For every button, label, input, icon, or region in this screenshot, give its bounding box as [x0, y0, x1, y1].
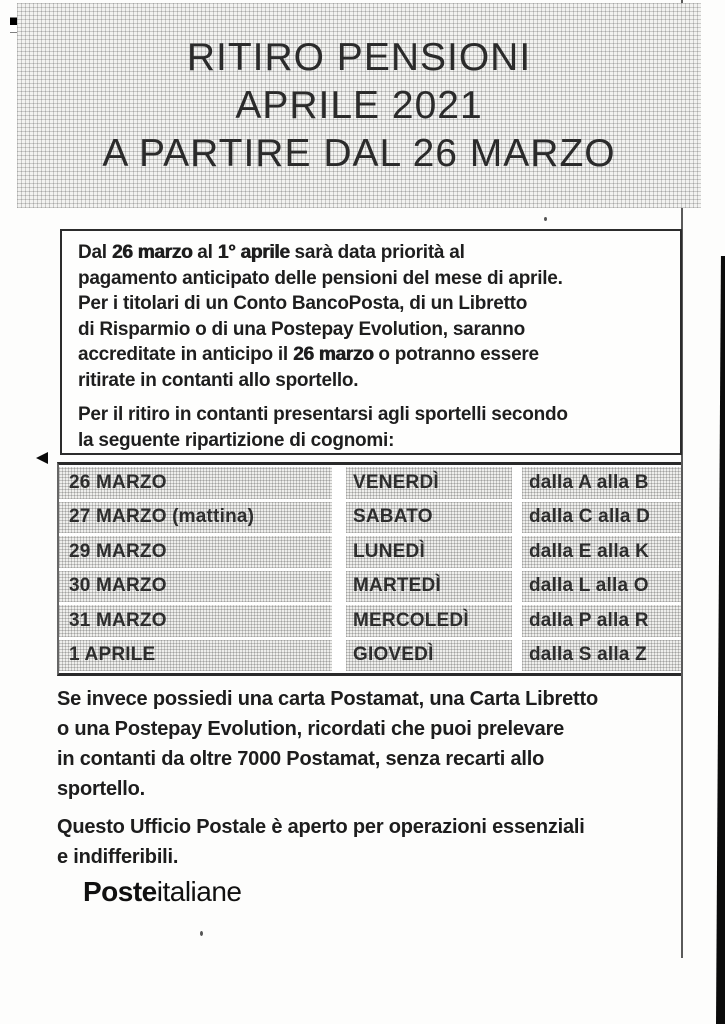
table-row [59, 502, 681, 534]
table-row [59, 605, 681, 637]
intro-box [60, 229, 682, 455]
intro-paragraph-2 [78, 402, 672, 453]
paragraph-line: Questo Ufficio Postale è aperto per operazioni essenziali [57, 816, 585, 838]
paragraph-line: la seguente ripartizione di cognomi: [78, 429, 395, 451]
cell-surnames: dalla A alla B [522, 467, 681, 499]
cell-surnames: dalla L alla O [522, 571, 681, 603]
table-row [59, 536, 681, 568]
paragraph-line: di Risparmio o di una Postepay Evolution, saranno [78, 318, 525, 340]
paragraph-line: accreditate in anticipo il 26 marzo o potranno essere [78, 344, 539, 365]
paragraph-line: Per i titolari di un Conto BancoPosta, di un Libretto [78, 293, 528, 314]
scan-speckle [544, 217, 547, 221]
paragraph-line: in contanti da oltre 7000 Postamat, senza recarti allo [57, 748, 545, 770]
table-row [59, 640, 681, 672]
cell-date: 27 MARZO (mattina) [59, 502, 332, 534]
cell-date: 30 MARZO [59, 571, 332, 603]
table-row [59, 571, 681, 603]
cell-day: VENERDÌ [346, 467, 512, 499]
cell-date: 31 MARZO [59, 605, 332, 637]
intro-paragraph-1 [78, 240, 672, 393]
outro-paragraph-2 [57, 812, 705, 872]
schedule-table [57, 462, 681, 676]
paragraph-line: pagamento anticipato delle pensioni del mese di aprile. [78, 267, 563, 289]
outro-text [57, 684, 705, 872]
paragraph-line: o una Postepay Evolution, ricordati che puoi prelevare [57, 718, 565, 740]
cell-day: MARTEDÌ [346, 571, 512, 603]
cell-date: 1 APRILE [59, 640, 332, 672]
cell-surnames: dalla S alla Z [522, 640, 681, 672]
paragraph-line: sportello. [57, 778, 146, 800]
header-banner [17, 3, 701, 208]
paragraph-line: e indifferibili. [57, 846, 179, 868]
emphasis-date: 26 marzo [292, 344, 374, 365]
cell-day: SABATO [346, 502, 512, 534]
paragraph-line: Per il ritiro in contanti presentarsi agli sportelli secondo [78, 404, 568, 425]
outro-paragraph-1 [57, 684, 705, 804]
left-arrow-mark-icon [36, 452, 48, 464]
title-line-2: APRILE 2021 [235, 83, 483, 127]
cell-date: 29 MARZO [59, 536, 332, 568]
poste-italiane-logo [83, 876, 241, 908]
cell-day: MERCOLEDÌ [346, 605, 512, 637]
cell-surnames: dalla P alla R [522, 605, 681, 637]
cell-surnames: dalla C alla D [522, 502, 681, 534]
cell-surnames: dalla E alla K [522, 536, 681, 568]
scan-edge-shadow [716, 256, 725, 1024]
paragraph-line: Se invece possiedi una carta Postamat, una Carta Libretto [57, 688, 598, 710]
emphasis-date: 26 marzo [111, 242, 193, 263]
emphasis-date: 1° aprile [217, 242, 290, 263]
cell-date: 26 MARZO [59, 467, 332, 499]
cell-day: LUNEDÌ [346, 536, 512, 568]
table-row [59, 467, 681, 499]
title-line-3: A PARTIRE DAL 26 MARZO [102, 131, 616, 175]
logo-text-regular: italiane [156, 876, 242, 907]
paragraph-line: Dal 26 marzo al 1° aprile sarà data priorità al [78, 242, 465, 263]
cell-day: GIOVEDÌ [346, 640, 512, 672]
scan-speckle [200, 931, 203, 936]
title-line-1: RITIRO PENSIONI [186, 35, 532, 79]
paragraph-line: ritirate in contanti allo sportello. [78, 369, 359, 391]
logo-text-bold: Poste [83, 876, 157, 907]
